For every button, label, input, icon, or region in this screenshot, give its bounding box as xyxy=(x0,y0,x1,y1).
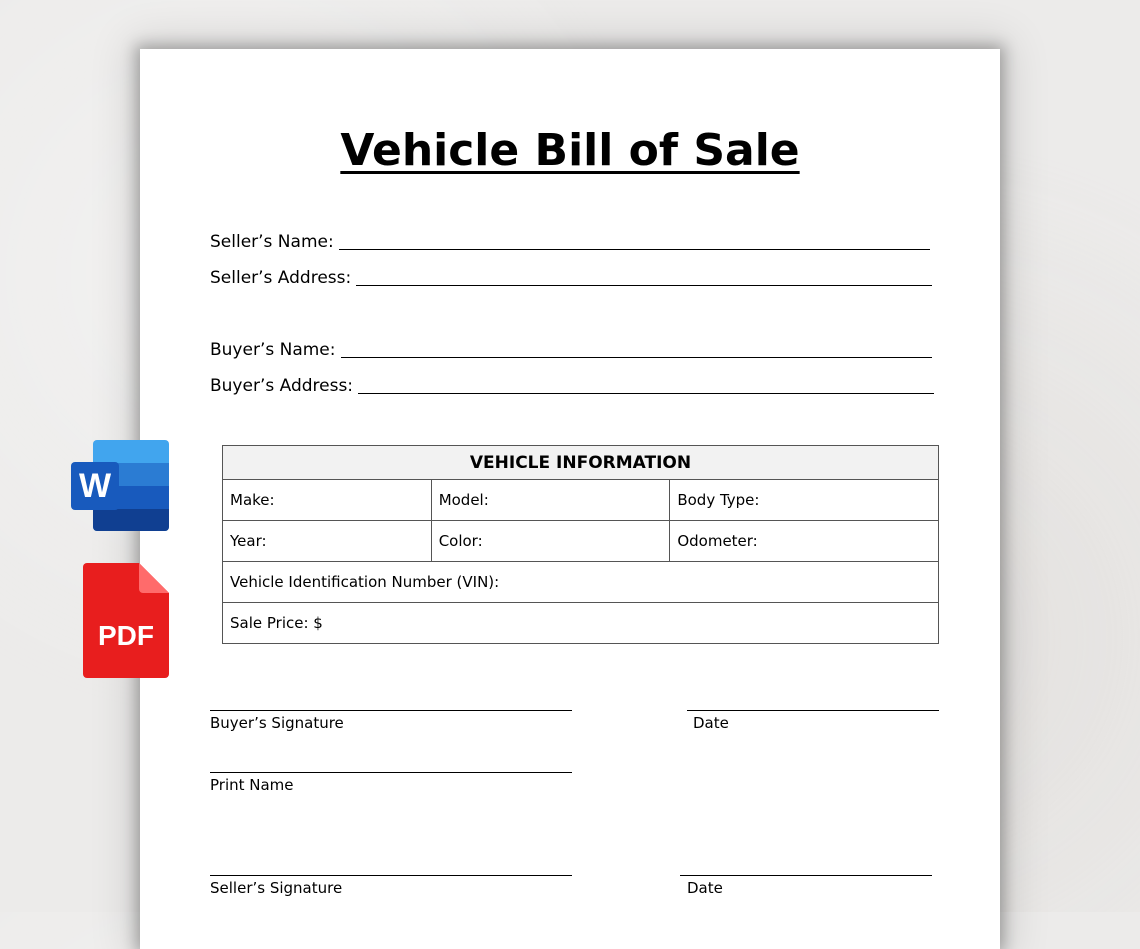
vin-cell[interactable]: Vehicle Identification Number (VIN): xyxy=(223,562,939,603)
buyer-date-label: Date xyxy=(693,714,729,732)
year-cell[interactable]: Year: xyxy=(223,521,432,562)
pdf-icon xyxy=(83,563,169,678)
seller-date-line[interactable] xyxy=(680,875,932,876)
print-name-label: Print Name xyxy=(210,776,294,794)
buyer-address-label: Buyer’s Address: xyxy=(210,376,354,396)
document-page xyxy=(140,49,1000,949)
buyer-date-line[interactable] xyxy=(687,710,939,711)
seller-name-field[interactable] xyxy=(210,230,930,254)
buyer-name-field[interactable] xyxy=(210,338,932,362)
buyer-address-field[interactable] xyxy=(210,374,934,398)
seller-date-label: Date xyxy=(687,879,723,897)
model-cell[interactable]: Model: xyxy=(431,480,670,521)
word-icon xyxy=(71,440,169,531)
word-icon-letter: W xyxy=(78,467,112,505)
print-name-line[interactable] xyxy=(210,772,572,773)
table-row xyxy=(223,480,939,521)
buyer-signature-label: Buyer’s Signature xyxy=(210,714,344,732)
table-row xyxy=(223,603,939,644)
document-title xyxy=(140,123,1000,179)
odometer-cell[interactable]: Odometer: xyxy=(670,521,939,562)
table-row xyxy=(223,562,939,603)
color-cell[interactable]: Color: xyxy=(431,521,670,562)
seller-signature-label: Seller’s Signature xyxy=(210,879,343,897)
seller-name-label: Seller’s Name: xyxy=(210,232,334,252)
buyer-address-line[interactable] xyxy=(358,393,934,394)
vehicle-information-header: VEHICLE INFORMATION xyxy=(223,446,939,480)
seller-signature-line[interactable] xyxy=(210,875,572,876)
vehicle-information-table xyxy=(222,445,939,644)
buyer-name-label: Buyer’s Name: xyxy=(210,340,336,360)
seller-address-label: Seller’s Address: xyxy=(210,268,352,288)
pdf-icon-label: PDF xyxy=(98,620,154,651)
seller-address-field[interactable] xyxy=(210,266,932,290)
table-row xyxy=(223,521,939,562)
buyer-signature-line[interactable] xyxy=(210,710,572,711)
body-type-cell[interactable]: Body Type: xyxy=(670,480,939,521)
make-cell[interactable]: Make: xyxy=(223,480,432,521)
seller-address-line[interactable] xyxy=(356,285,932,286)
table-header-row xyxy=(223,446,939,480)
document-title-text: Vehicle Bill of Sale xyxy=(340,125,800,176)
sale-price-cell[interactable]: Sale Price: $ xyxy=(223,603,939,644)
seller-name-line[interactable] xyxy=(339,249,930,250)
buyer-name-line[interactable] xyxy=(341,357,933,358)
